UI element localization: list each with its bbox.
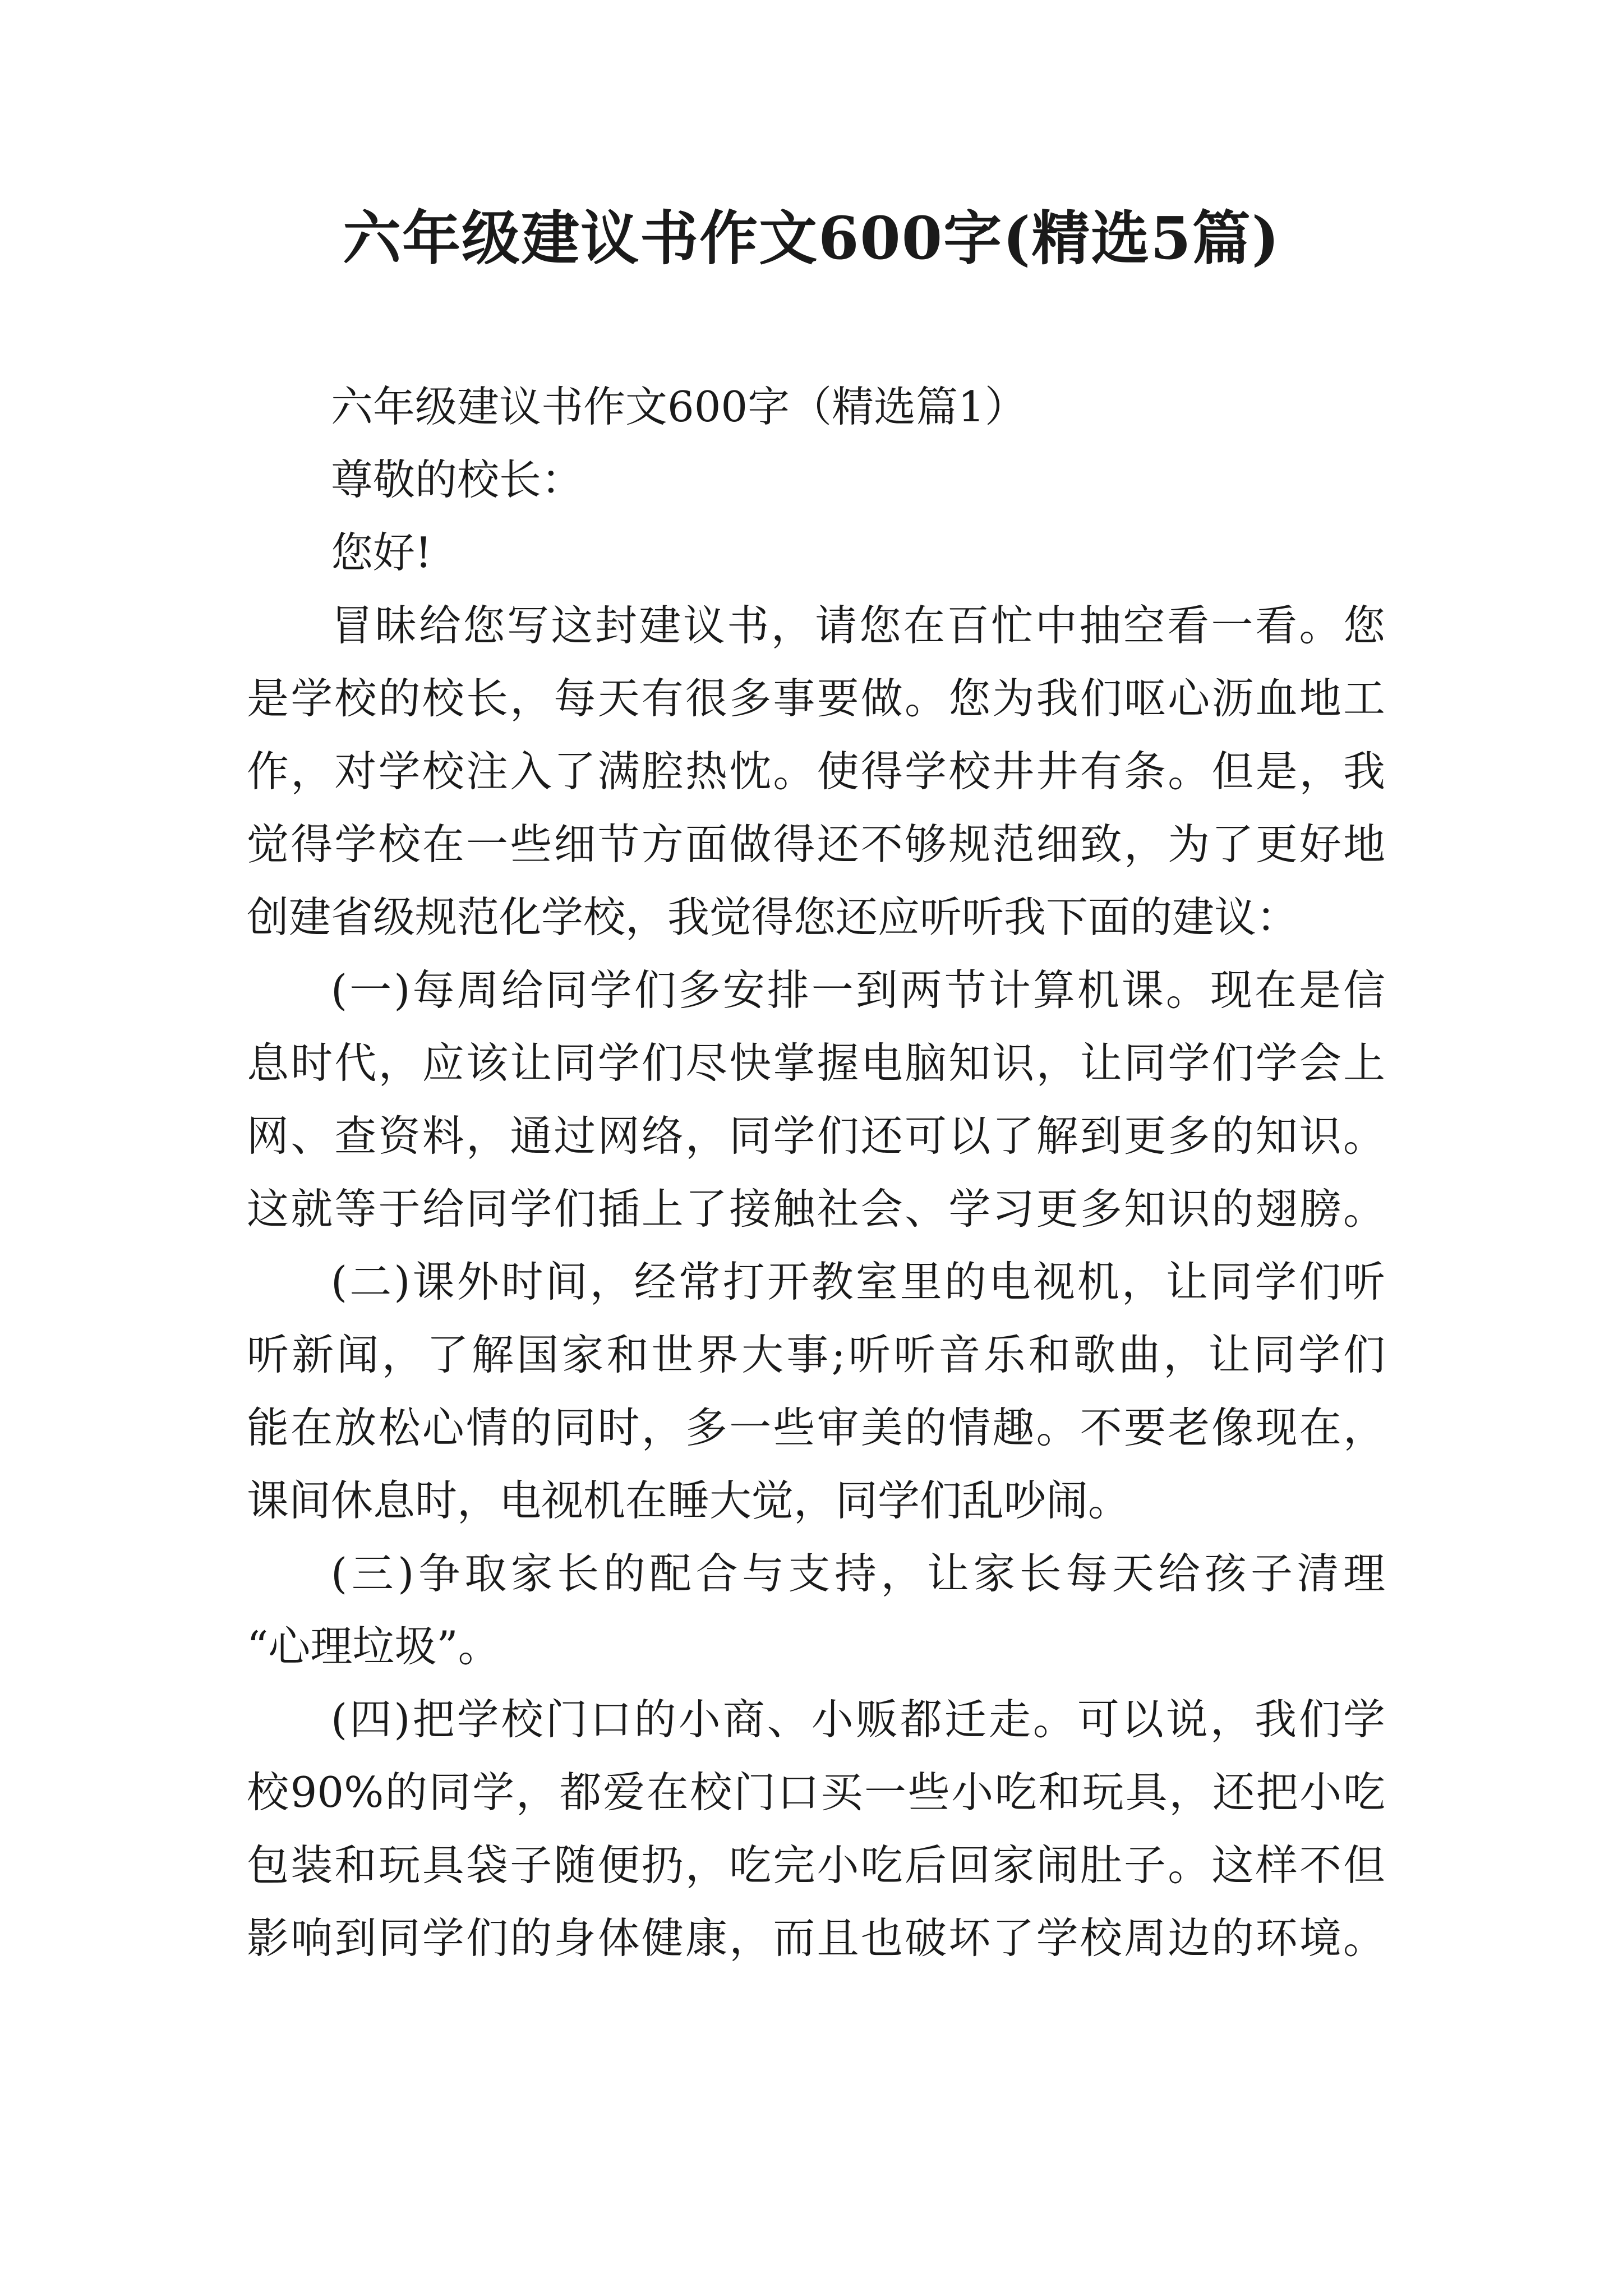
text-line: 网、查资料，通过网络，同学们还可以了解到更多的知识。	[247, 1111, 1385, 1161]
text-line: 这就等于给同学们插上了接触社会、学习更多知识的翅膀。	[247, 1184, 1385, 1234]
text-line: 创建省级规范化学校，我觉得您还应听听我下面的建议：	[247, 892, 1299, 942]
text-line: 包装和玩具袋子随便扔，吃完小吃后回家闹肚子。这样不但	[247, 1841, 1385, 1890]
text-line: 六年级建议书作文600字（精选篇1）	[331, 382, 1027, 431]
document-title: 六年级建议书作文600字(精选5篇)	[343, 204, 1280, 273]
text-line: (三)争取家长的配合与支持，让家长每天给孩子清理	[331, 1549, 1385, 1598]
text-line: “心理垃圾”。	[247, 1622, 500, 1671]
text-line: 能在放松心情的同时，多一些审美的情趣。不要老像现在，	[247, 1403, 1385, 1452]
text-line: 听新闻，了解国家和世界大事;听听音乐和歌曲，让同学们	[247, 1330, 1385, 1379]
text-line: 尊敬的校长：	[331, 455, 584, 504]
text-line: 课间休息时，电视机在睡大觉，同学们乱吵闹。	[247, 1476, 1131, 1525]
document-body	[247, 370, 1385, 1975]
text-line: 您好!	[331, 528, 432, 577]
text-line: 是学校的校长，每天有很多事要做。您为我们呕心沥血地工	[247, 674, 1385, 723]
text-line: 冒昧给您写这封建议书，请您在百忙中抽空看一看。您	[331, 601, 1385, 650]
text-line: 觉得学校在一些细节方面做得还不够规范细致，为了更好地	[247, 820, 1385, 869]
text-line: 影响到同学们的身体健康，而且也破坏了学校周边的环境。	[247, 1913, 1385, 1963]
text-line: 校90%的同学，都爱在校门口买一些小吃和玩具，还把小吃	[247, 1768, 1385, 1817]
text-line: (二)课外时间，经常打开教室里的电视机，让同学们听	[331, 1257, 1385, 1306]
text-line: (一)每周给同学们多安排一到两节计算机课。现在是信	[331, 965, 1385, 1015]
text-line: 作，对学校注入了满腔热忱。使得学校井井有条。但是，我	[247, 747, 1385, 796]
text-line: (四)把学校门口的小商、小贩都迁走。可以说，我们学	[331, 1695, 1385, 1744]
text-line: 息时代，应该让同学们尽快掌握电脑知识，让同学们学会上	[247, 1038, 1385, 1088]
